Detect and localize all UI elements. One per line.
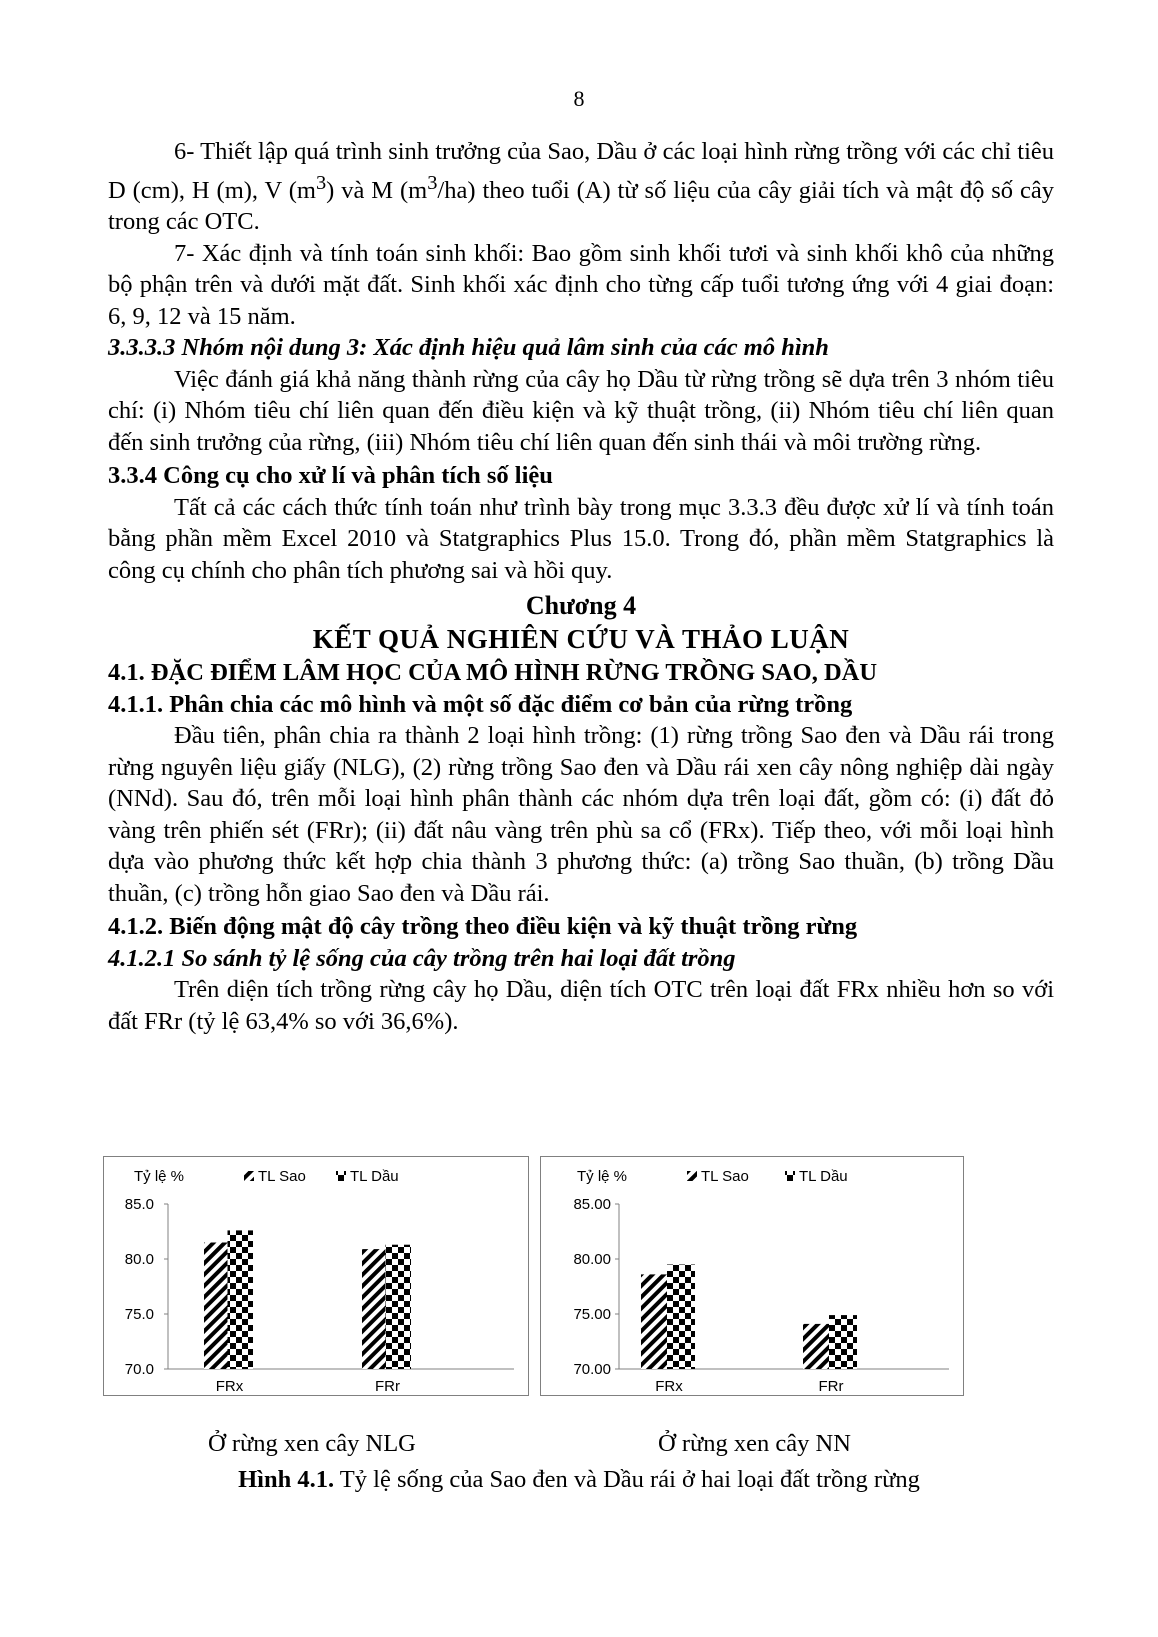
y-tick-label: 80.00: [573, 1251, 611, 1268]
paragraph-item-6: 6- Thiết lập quá trình sinh trưởng của Sao, Dầu ở các loại hình rừng trồng với các chỉ tiêu D (cm), H (m), V $(m^3)$ và M $(m^3/ha)$ theo tuổi (A) từ số liệu của cây giải tích và mật độ số cây trong các OTC.: [108, 138, 1054, 236]
x-tick-label: FRr: [375, 1378, 400, 1395]
bar-tl-sao-frr: [803, 1324, 831, 1369]
body-text: [108, 136, 1054, 1037]
y-tick-label: 85.00: [573, 1196, 611, 1213]
chart-nlg-svg: [104, 1157, 528, 1395]
x-tick-label: FRr: [818, 1378, 844, 1395]
y-tick-label: 70.0: [124, 1361, 154, 1378]
y-axis-label: Tỷ lệ %: [577, 1168, 628, 1185]
y-tick-label: 85.0: [124, 1196, 154, 1213]
legend-label: TL Sao: [701, 1168, 749, 1185]
bar-tl-dầu-frr: [829, 1315, 857, 1369]
figure-label: Hình 4.1.: [238, 1466, 335, 1493]
x-tick-label: FRx: [655, 1378, 683, 1395]
chapter-number: Chương 4: [525, 591, 637, 621]
paragraph-item-7: 7- Xác định và tính toán sinh khối: Bao gồm sinh khối tươi và sinh khối khô của những bộ phận trên và dưới mặt đất. Sinh khối xác định cho từng cấp tuổi tương ứng với 4 giai đoạn: 6, 9, 12 và 15 năm.: [108, 239, 1054, 330]
heading-41: 4.1. ĐẶC ĐIỂM LÂM HỌC CỦA MÔ HÌNH RỪNG TRỒNG SAO, DẦU: [108, 659, 878, 687]
legend-swatch: [785, 1171, 795, 1181]
bar-tl-sao-frx: [641, 1274, 669, 1369]
paragraph-evaluation: Việc đánh giá khả năng thành rừng của cây họ Dầu từ rừng trồng sẽ dựa trên 3 nhóm tiêu chí: (i) Nhóm tiêu chí liên quan đến điều kiện và kỹ thuật trồng, (ii) Nhóm tiêu chí liên quan đến sinh trưởng của rừng, (iii) Nhóm tiêu chí liên quan đến sinh thái và môi trường rừng.: [108, 365, 1054, 456]
figure-caption: [0, 1466, 1158, 1494]
heading-3333: 3.3.3.3 Nhóm nội dung 3: Xác định hiệu quả lâm sinh của các mô hình: [108, 334, 829, 362]
paragraph-area: Trên diện tích trồng rừng cây họ Dầu, diện tích OTC trên loại đất FRx nhiều hơn so với đất FRr (tỷ lệ 63,4% so với 36,6%).: [108, 976, 1054, 1035]
heading-4121: 4.1.2.1 So sánh tỷ lệ sống của cây trồng trên hai loại đất trồng: [108, 944, 736, 972]
heading-412: 4.1.2. Biến động mật độ cây trồng theo điều kiện và kỹ thuật trồng rừng: [108, 913, 858, 941]
bar-tl-sao-frx: [204, 1243, 230, 1370]
figure-text: Tỷ lệ sống của Sao đen và Dầu rái ở hai loại đất trồng rừng: [334, 1466, 920, 1493]
page-number: 8: [573, 86, 585, 111]
chart-nn: [540, 1156, 964, 1396]
legend-label: TL Dầu: [799, 1168, 848, 1185]
chart-nlg: [103, 1156, 529, 1396]
legend-swatch: [244, 1171, 254, 1181]
caption-right: Ở rừng xen cây NN: [658, 1430, 851, 1457]
heading-334: 3.3.4 Công cụ cho xử lí và phân tích số liệu: [108, 462, 553, 490]
legend-label: TL Dầu: [350, 1168, 399, 1185]
heading-411: 4.1.1. Phân chia các mô hình và một số đặc điểm cơ bản của rừng trồng: [108, 690, 853, 718]
chart-nn-svg: [541, 1157, 963, 1395]
caption-left: Ở rừng xen cây NLG: [208, 1430, 416, 1457]
bar-tl-dầu-frr: [386, 1245, 412, 1369]
y-tick-label: 70.00: [573, 1361, 611, 1378]
bar-tl-dầu-frx: [228, 1230, 254, 1369]
y-tick-label: 75.00: [573, 1306, 611, 1323]
y-axis-label: Tỷ lệ %: [134, 1168, 185, 1185]
bar-tl-dầu-frx: [667, 1265, 695, 1370]
legend-label: TL Sao: [258, 1168, 306, 1185]
legend-swatch: [336, 1171, 346, 1181]
y-tick-label: 80.0: [124, 1251, 154, 1268]
bar-tl-sao-frr: [362, 1249, 388, 1369]
paragraph-division: Đầu tiên, phân chia ra thành 2 loại hình trồng: (1) rừng trồng Sao đen và Dầu rái trong rừng nguyên liệu giấy (NLG), (2) rừng trồng Sao đen và Dầu rái xen cây nông nghiệp dài ngày (NNd). Sau đó, trên mỗi loại hình phân thành các nhóm dựa trên loại đất, gồm có: (i) đất đỏ vàng trên phiến sét (FRr); (ii) đất nâu vàng trên phù sa cổ (FRx). Tiếp theo, với mỗi loại hình dựa vào phương thức kết hợp chia thành 3 phương thức: (a) trồng Sao thuần, (b) trồng Dầu thuần, (c) trồng hỗn giao Sao đen và Dầu rái.: [108, 722, 1054, 907]
legend-swatch: [687, 1171, 697, 1181]
figure-charts: [103, 1156, 1063, 1396]
paragraph-tools: Tất cả các cách thức tính toán như trình bày trong mục 3.3.3 đều được xử lí và tính toán bằng phần mềm Excel 2010 và Statgraphics Plus 15.0. Trong đó, phần mềm Statgraphics là công cụ chính cho phân tích phương sai và hồi quy.: [108, 493, 1054, 584]
y-tick-label: 75.0: [124, 1306, 154, 1323]
x-tick-label: FRx: [215, 1378, 244, 1395]
chapter-title: KẾT QUẢ NGHIÊN CỨU VÀ THẢO LUẬN: [312, 623, 850, 654]
